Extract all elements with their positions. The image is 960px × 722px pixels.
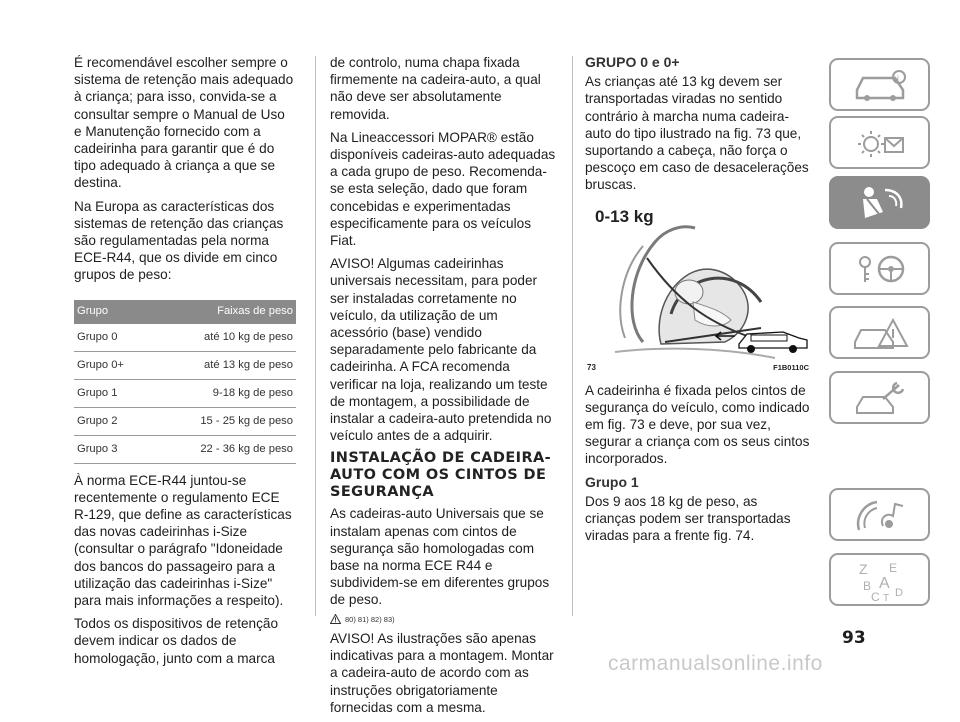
svg-text:i: i bbox=[896, 73, 899, 83]
table-cell: Grupo 2 bbox=[74, 407, 152, 435]
paragraph: A cadeirinha é fixada pelos cintos de segurança do veículo, como indicado em fig. 73 e deve, por sua vez, segurar a criança com os seus cintos incorporados. bbox=[585, 382, 810, 467]
table-header: Grupo bbox=[74, 300, 152, 324]
child-seat-illustration bbox=[585, 202, 811, 366]
key-steering-icon bbox=[849, 252, 911, 286]
index-letter: Z bbox=[858, 560, 868, 577]
paragraph: Todos os dispositivos de retenção devem indicar os dados de homologação, junto com a marca bbox=[74, 616, 279, 666]
figure-code: F1B0110C bbox=[773, 363, 809, 373]
table-cell: Grupo 3 bbox=[74, 435, 152, 463]
column-divider bbox=[572, 56, 573, 616]
table-header: Faixas de peso bbox=[152, 300, 296, 324]
table-cell: 9-18 kg de peso bbox=[152, 379, 296, 407]
paragraph: Na Lineaccessori MOPAR® estão disponíveis cadeiras-auto adequadas a cada grupo de peso. Recomenda-se esta seleção, dado que foram concebidas e experimentadas especificamente para os veículos Fiat. bbox=[330, 129, 556, 249]
multimedia-icon bbox=[849, 496, 911, 534]
paragraph: AVISO! As ilustrações são apenas indicativas para a montagem. Montar a cadeira-auto de acordo com as instruções obrigatoriamente fornecidas com a mesma. bbox=[330, 630, 554, 715]
text-column-1 bbox=[74, 54, 296, 673]
tab-multimedia[interactable] bbox=[829, 488, 930, 541]
warning-refs-text: 80) 81) 82) 83) bbox=[345, 614, 395, 624]
tab-safety[interactable] bbox=[829, 176, 930, 229]
car-icon bbox=[849, 68, 911, 102]
car-warning-icon bbox=[849, 316, 911, 350]
text-column-2 bbox=[330, 54, 558, 722]
paragraph: É recomendável escolher sempre o sistema de retenção mais adequado à criança; para isso, convida-se a consultar sempre o Manual de Uso e Manutenção fornecido com a cadeirinha para garantir que é do tipo adequado à criança a que se destina. bbox=[74, 55, 294, 191]
table-cell: até 13 kg de peso bbox=[152, 351, 296, 379]
text-column-3 bbox=[585, 54, 811, 550]
figure-number: 73 bbox=[587, 363, 596, 373]
table-cell: Grupo 1 bbox=[74, 379, 152, 407]
section-heading: GRUPO 0 e 0+ bbox=[585, 54, 680, 70]
paragraph: À norma ECE-R44 juntou-se recentemente o regulamento ECE R-129, que define as características das novas cadeirinhas i-Size (consultar o parágrafo "Idoneidade dos bancos do passageiro para a utilização das cadeirinhas i-Size" para mais informações a respeito). bbox=[74, 472, 292, 609]
index-letter: A bbox=[878, 574, 890, 592]
tab-starting[interactable] bbox=[829, 242, 930, 295]
paragraph: de controlo, numa chapa fixada firmemente na cadeira-auto, a qual não deve ser absolutamente removida. bbox=[330, 55, 541, 122]
table-row bbox=[74, 435, 296, 463]
figure-73 bbox=[585, 202, 811, 373]
index-letter: T bbox=[882, 592, 889, 602]
tab-dashboard[interactable] bbox=[829, 116, 930, 169]
paragraph: Dos 9 aos 18 kg de peso, as crianças podem ser transportadas viradas para a frente fig. 74. bbox=[585, 493, 791, 544]
table-row bbox=[74, 407, 296, 435]
table-row bbox=[74, 379, 296, 407]
wrench-car-icon bbox=[849, 381, 911, 415]
index-letter: B bbox=[862, 578, 871, 593]
watermark: carmanualsonline.info bbox=[608, 652, 823, 675]
weight-groups-table bbox=[74, 300, 296, 464]
paragraph: As crianças até 13 kg devem ser transportadas viradas no sentido contrário à marcha numa cadeira-auto do tipo ilustrado na fig. 73 que, suportando a cabeça, não força o pescoço em caso de desacelerações bruscas. bbox=[585, 74, 809, 193]
seat-airbag-icon bbox=[849, 184, 911, 222]
dashboard-lights-icon bbox=[849, 126, 911, 160]
table-cell: 22 - 36 kg de peso bbox=[152, 435, 296, 463]
index-letter: C bbox=[870, 589, 880, 602]
table-cell: Grupo 0+ bbox=[74, 351, 152, 379]
table-row bbox=[74, 351, 296, 379]
table-row bbox=[74, 324, 296, 352]
paragraph: Na Europa as características dos sistemas de retenção das crianças são regulamentadas pela norma ECE-R44, que os divide em cinco grupos de peso: bbox=[74, 198, 284, 283]
column-divider bbox=[315, 56, 316, 616]
index-letter: D bbox=[894, 586, 903, 599]
table-cell: 15 - 25 kg de peso bbox=[152, 407, 296, 435]
tab-index[interactable] bbox=[829, 553, 930, 606]
paragraph: AVISO! Algumas cadeirinhas universais necessitam, para poder ser instaladas corretamente no veículo, da utilização de um acessório (base) vendido separadamente pelo fabricante da cadeirinha. A FCA recomenda verificar na loja, realizando um teste de montagem, a possibilidade de instalar a cadeira-auto pretendida no veículo antes de a adquirir. bbox=[330, 256, 552, 444]
warning-triangle-icon bbox=[330, 614, 341, 624]
table-cell: Grupo 0 bbox=[74, 324, 152, 352]
section-heading: INSTALAÇÃO DE CADEIRA-AUTO COM OS CINTOS DE SEGURANÇA bbox=[330, 450, 552, 501]
index-icon bbox=[849, 558, 911, 602]
tab-emergency[interactable] bbox=[829, 306, 930, 359]
table-cell: até 10 kg de peso bbox=[152, 324, 296, 352]
tab-maintenance[interactable] bbox=[829, 371, 930, 424]
subsection-heading: Grupo 1 bbox=[585, 473, 639, 490]
paragraph: As cadeiras-auto Universais que se instalam apenas com cintos de segurança são homologadas com base na norma ECE R44 e subdividem-se em diferentes grupos de peso. bbox=[330, 506, 550, 608]
index-letter: E bbox=[888, 560, 897, 575]
page-number: 93 bbox=[842, 628, 866, 648]
table-header-row bbox=[74, 300, 296, 324]
tab-vehicle[interactable] bbox=[829, 58, 930, 111]
warning-references bbox=[330, 611, 558, 628]
figure-label: 0-13 kg bbox=[595, 206, 654, 226]
